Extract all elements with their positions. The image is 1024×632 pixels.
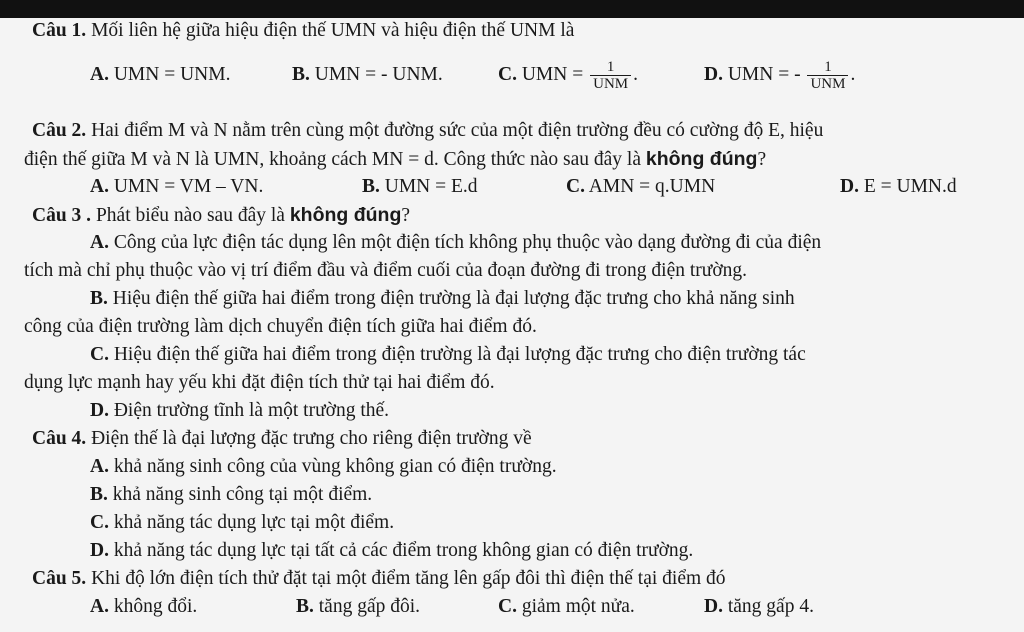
q4-label: Câu 4. (32, 428, 87, 449)
q5-option-c (498, 594, 635, 620)
q2-text2: điện thế giữa M và N là UMN, khoảng cách MN = d. Công thức nào sau đây là (24, 149, 642, 170)
q3-stem (32, 202, 410, 229)
q2-option-c-key: C. (566, 176, 585, 197)
q3-option-c-line2 (24, 370, 495, 396)
q1-option-c-tail: . (633, 64, 638, 85)
q5-text: Khi độ lớn điện tích thử đặt tại một điểm tăng lên gấp đôi thì điện thế tại điểm đó (91, 568, 726, 589)
q5-option-d-text: tăng gấp 4. (727, 596, 814, 617)
q2-option-c-text: AMN = q.UMN (588, 176, 716, 197)
q1-option-c-key: C. (498, 64, 517, 85)
q1-option-c-fraction (590, 59, 631, 92)
q4-option-d-key: D. (90, 540, 109, 561)
q4-option-d (90, 538, 693, 564)
q2-option-a-key: A. (90, 176, 109, 197)
q4-option-a (90, 454, 557, 480)
q5-option-a-text: không đổi. (113, 596, 198, 617)
q5-option-a (90, 594, 197, 620)
q3-option-a-key: A. (90, 232, 109, 253)
q1-option-c-lhs: UMN = (521, 64, 584, 85)
q4-option-b (90, 482, 372, 508)
q5-stem (32, 566, 726, 592)
q3-option-c-text1: Hiệu điện thế giữa hai điểm trong điện trường là đại lượng đặc trưng cho điện trường tác (113, 344, 806, 365)
q4-option-c-text: khả năng tác dụng lực tại một điểm. (113, 512, 395, 533)
q5-option-b (296, 594, 420, 620)
q4-stem (32, 426, 532, 452)
q3-option-a-text2: tích mà chỉ phụ thuộc vào vị trí điểm đầu và điểm cuối của đoạn đường đi trong điện trường. (24, 260, 748, 281)
q2-option-b-text: UMN = E.d (384, 176, 478, 197)
q5-option-d-key: D. (704, 596, 723, 617)
q4-option-a-key: A. (90, 456, 109, 477)
q1-option-b (292, 62, 443, 88)
q1-option-b-key: B. (292, 64, 310, 85)
q1-label: Câu 1. (32, 20, 87, 41)
q5-option-b-key: B. (296, 596, 314, 617)
q2-text1: Hai điểm M và N nằm trên cùng một đường sức của một điện trường đều có cường độ E, hiệu (91, 120, 824, 141)
q4-option-c-key: C. (90, 512, 109, 533)
q3-option-a-line1 (90, 230, 821, 256)
q3-option-d-text1: Điện trường tĩnh là một trường thế. (113, 400, 390, 421)
q3-option-d-key: D. (90, 400, 109, 421)
q3-label: Câu 3 . (32, 205, 92, 226)
q4-option-c (90, 510, 394, 536)
q2-emphasis: không đúng (645, 148, 758, 170)
q2-option-a-text: UMN = VM – VN. (113, 176, 264, 197)
q1-option-d-numerator: 1 (807, 59, 848, 76)
q1-option-b-text: UMN = - UNM. (314, 64, 443, 85)
q3-option-b-key: B. (90, 288, 108, 309)
q2-option-d (840, 174, 957, 200)
q1-option-c (498, 54, 638, 96)
q1-option-d (704, 54, 855, 96)
q3-option-c-text2: dụng lực mạnh hay yếu khi đặt điện tích thử tại hai điểm đó. (24, 372, 495, 393)
q4-option-d-text: khả năng tác dụng lực tại tất cả các điểm trong không gian có điện trường. (113, 540, 694, 561)
top-black-bar (0, 0, 1024, 18)
q4-option-a-text: khả năng sinh công của vùng không gian có điện trường. (113, 456, 557, 477)
q3-option-a-text1: Công của lực điện tác dụng lên một điện tích không phụ thuộc vào dạng đường đi của điện (113, 232, 822, 253)
q1-option-d-fraction (807, 59, 848, 92)
q1-option-a (90, 62, 230, 88)
q1-stem (32, 18, 574, 44)
q5-option-c-text: giảm một nửa. (521, 596, 635, 617)
q3-emphasis: không đúng (289, 204, 402, 226)
q2-tail: ? (757, 149, 767, 170)
q4-text: Điện thế là đại lượng đặc trưng cho riêng điện trường về (91, 428, 532, 449)
q3-text: Phát biểu nào sau đây là (95, 205, 285, 226)
q2-stem-line1 (32, 118, 823, 144)
q2-option-d-text: E = UMN.d (863, 176, 957, 197)
q1-option-c-numerator: 1 (590, 59, 631, 76)
q2-option-d-key: D. (840, 176, 859, 197)
q3-option-a-line2 (24, 258, 747, 284)
q4-option-b-text: khả năng sinh công tại một điểm. (112, 484, 373, 505)
q3-option-b-text2: công của điện trường làm dịch chuyển điện tích giữa hai điểm đó. (24, 316, 537, 337)
q5-option-a-key: A. (90, 596, 109, 617)
q2-option-c (566, 174, 715, 200)
document-page (0, 18, 1024, 632)
q3-option-c-key: C. (90, 344, 109, 365)
q2-stem-line2 (24, 146, 766, 173)
q1-option-d-tail: . (850, 64, 856, 85)
q1-option-a-text: UMN = UNM. (113, 64, 231, 85)
q2-option-a (90, 174, 263, 200)
q3-option-d (90, 398, 389, 424)
q1-text: Mối liên hệ giữa hiệu điện thế UMN và hiệu điện thế UNM là (91, 20, 575, 41)
q3-option-c-line1 (90, 342, 806, 368)
q5-option-d (704, 594, 814, 620)
q2-label: Câu 2. (32, 120, 87, 141)
q1-option-d-key: D. (704, 64, 723, 85)
q3-option-b-text1: Hiệu điện thế giữa hai điểm trong điện trường là đại lượng đặc trưng cho khả năng sinh (112, 288, 795, 309)
q1-option-d-denominator: UNM (810, 76, 846, 93)
q4-option-b-key: B. (90, 484, 108, 505)
q3-option-b-line2 (24, 314, 537, 340)
q5-label: Câu 5. (32, 568, 87, 589)
q1-option-d-lhs: UMN = - (727, 64, 801, 85)
q3-option-b-line1 (90, 286, 795, 312)
q2-option-b-key: B. (362, 176, 380, 197)
q5-option-c-key: C. (498, 596, 517, 617)
q2-option-b (362, 174, 478, 200)
q5-option-b-text: tăng gấp đôi. (318, 596, 421, 617)
q1-option-a-key: A. (90, 64, 109, 85)
q1-option-c-denominator: UNM (593, 76, 629, 93)
q3-tail: ? (401, 205, 411, 226)
